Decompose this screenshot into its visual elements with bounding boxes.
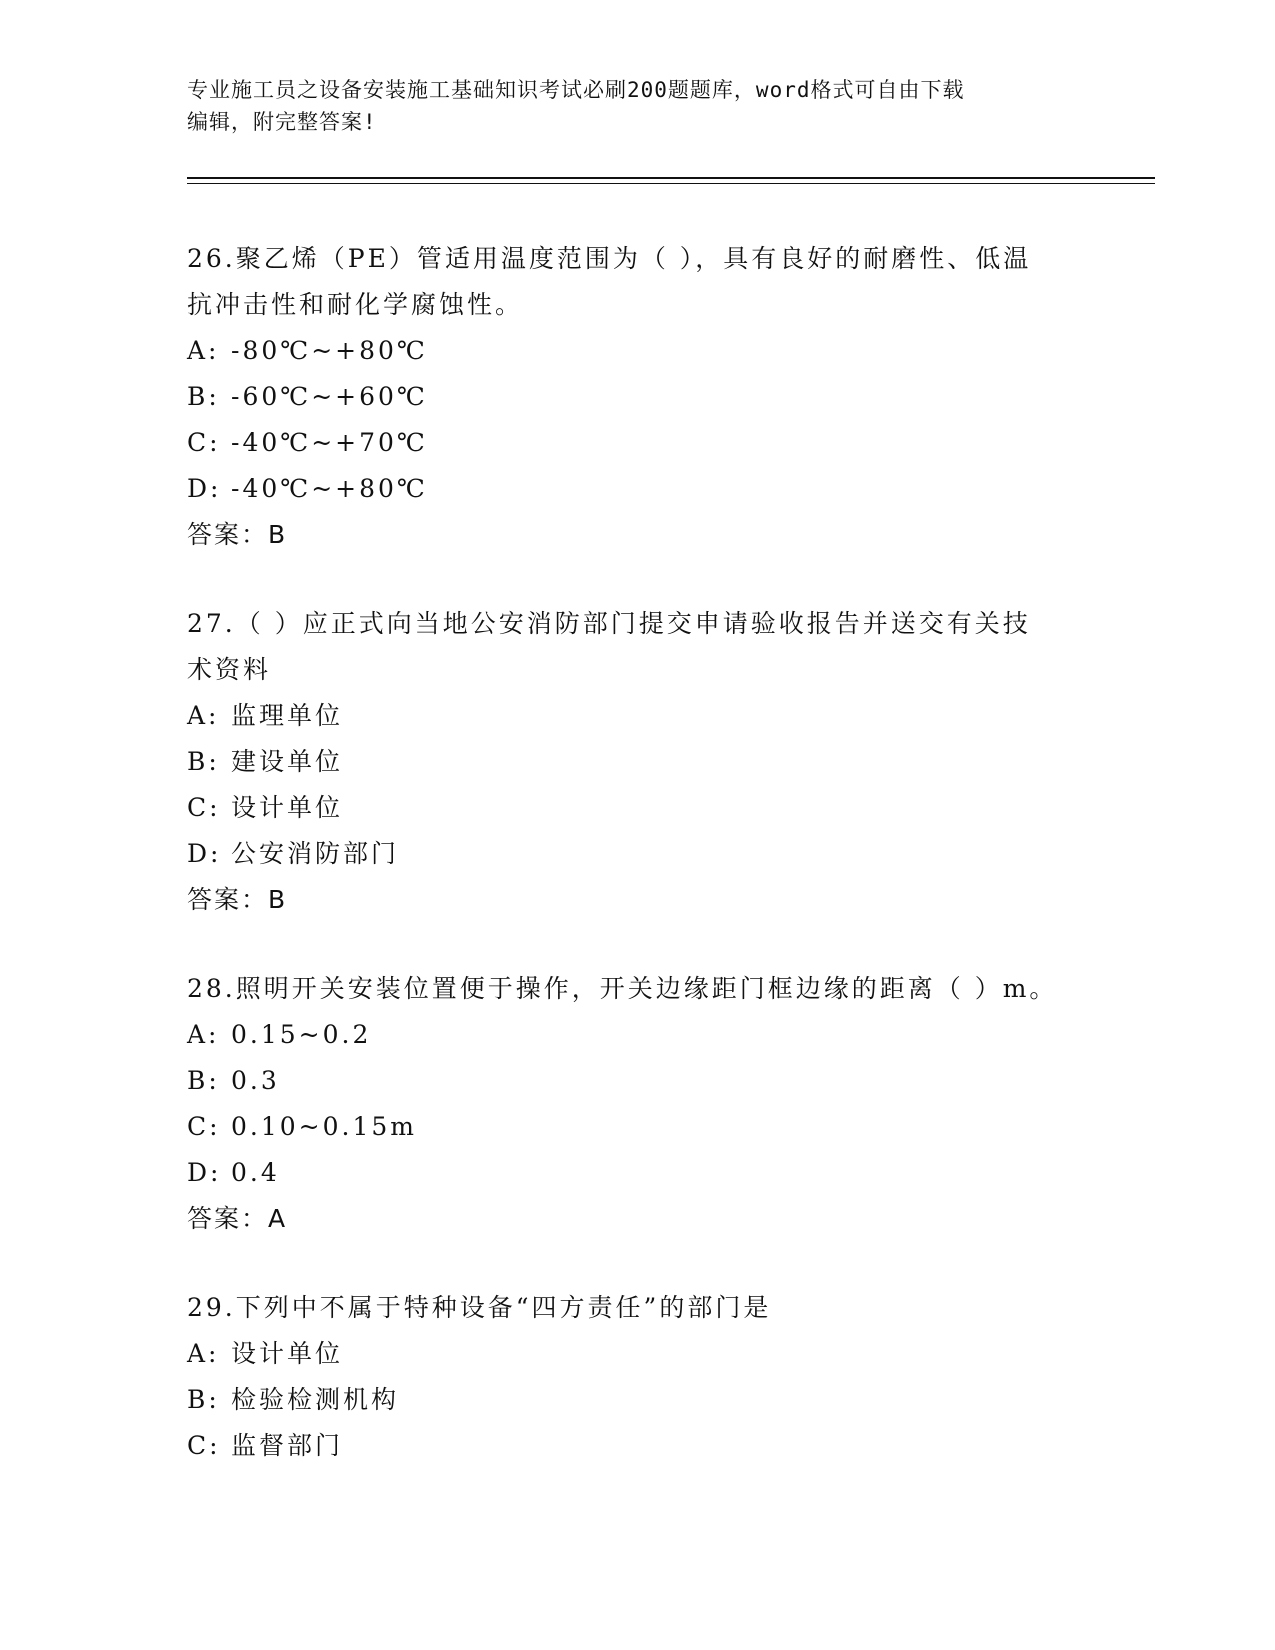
- header-divider-thin: [187, 183, 1155, 184]
- question-29: [187, 1285, 1087, 1469]
- option-text: 设计单位: [231, 1339, 344, 1368]
- document-header: [187, 74, 1067, 138]
- option-b: [187, 1058, 1087, 1104]
- option-key: A:: [187, 1020, 220, 1049]
- option-c: [187, 420, 1087, 466]
- option-text: 设计单位: [231, 793, 344, 822]
- option-d: [187, 1150, 1087, 1196]
- answer-line: 答案：B: [187, 885, 288, 914]
- question-27: [187, 601, 1087, 923]
- option-key: D:: [187, 1158, 222, 1187]
- option-b: [187, 739, 1087, 785]
- option-text: 公安消防部门: [231, 839, 400, 868]
- option-a: [187, 1012, 1087, 1058]
- option-text: 监督部门: [231, 1431, 344, 1460]
- option-key: C:: [187, 1431, 221, 1460]
- header-title-line-2: 编辑，附完整答案!: [187, 110, 377, 134]
- option-key: A:: [187, 336, 220, 365]
- option-text: 0.10~0.15m: [231, 1112, 417, 1141]
- option-text: 0.3: [231, 1066, 280, 1095]
- option-text: 0.4: [231, 1158, 280, 1187]
- option-text: -80℃~+80℃: [231, 336, 428, 365]
- question-stem-line-1: 28.照明开关安装位置便于操作，开关边缘距门框边缘的距离（ ）m。: [187, 974, 1058, 1003]
- option-text: -40℃~+70℃: [231, 428, 428, 457]
- option-key: A:: [187, 1339, 220, 1368]
- option-key: B:: [187, 1066, 220, 1095]
- option-text: -40℃~+80℃: [231, 474, 428, 503]
- option-key: C:: [187, 428, 221, 457]
- option-text: -60℃~+60℃: [231, 382, 428, 411]
- question-26: [187, 236, 1087, 558]
- option-d: [187, 466, 1087, 512]
- option-b: [187, 374, 1087, 420]
- option-key: C:: [187, 1112, 221, 1141]
- header-title-line-1: 专业施工员之设备安装施工基础知识考试必刷200题题库，word格式可自由下载: [187, 78, 965, 102]
- question-stem-line-2: 抗冲击性和耐化学腐蚀性。: [187, 290, 524, 319]
- question-28: [187, 966, 1087, 1242]
- option-key: B:: [187, 382, 220, 411]
- option-key: B:: [187, 747, 220, 776]
- option-key: D:: [187, 839, 222, 868]
- option-text: 建设单位: [231, 747, 344, 776]
- option-a: [187, 693, 1087, 739]
- option-b: [187, 1377, 1087, 1423]
- option-text: 0.15~0.2: [231, 1020, 372, 1049]
- question-stem-line-1: 29.下列中不属于特种设备“四方责任”的部门是: [187, 1293, 772, 1322]
- option-key: B:: [187, 1385, 220, 1414]
- option-key: D:: [187, 474, 222, 503]
- option-d: [187, 831, 1087, 877]
- question-stem-line-2: 术资料: [187, 655, 272, 684]
- question-stem-line-1: 26.聚乙烯（PE）管适用温度范围为（ ），具有良好的耐磨性、低温: [187, 244, 1032, 273]
- option-c: [187, 1423, 1087, 1469]
- option-a: [187, 328, 1087, 374]
- option-text: 检验检测机构: [231, 1385, 400, 1414]
- question-stem-line-1: 27.（ ）应正式向当地公安消防部门提交申请验收报告并送交有关技: [187, 609, 1031, 638]
- option-a: [187, 1331, 1087, 1377]
- option-text: 监理单位: [231, 701, 344, 730]
- answer-line: 答案：B: [187, 520, 288, 549]
- option-key: C:: [187, 793, 221, 822]
- answer-line: 答案：A: [187, 1204, 288, 1233]
- header-divider-thick: [187, 177, 1155, 179]
- question-list: [187, 236, 1087, 1512]
- option-c: [187, 785, 1087, 831]
- option-c: [187, 1104, 1087, 1150]
- option-key: A:: [187, 701, 220, 730]
